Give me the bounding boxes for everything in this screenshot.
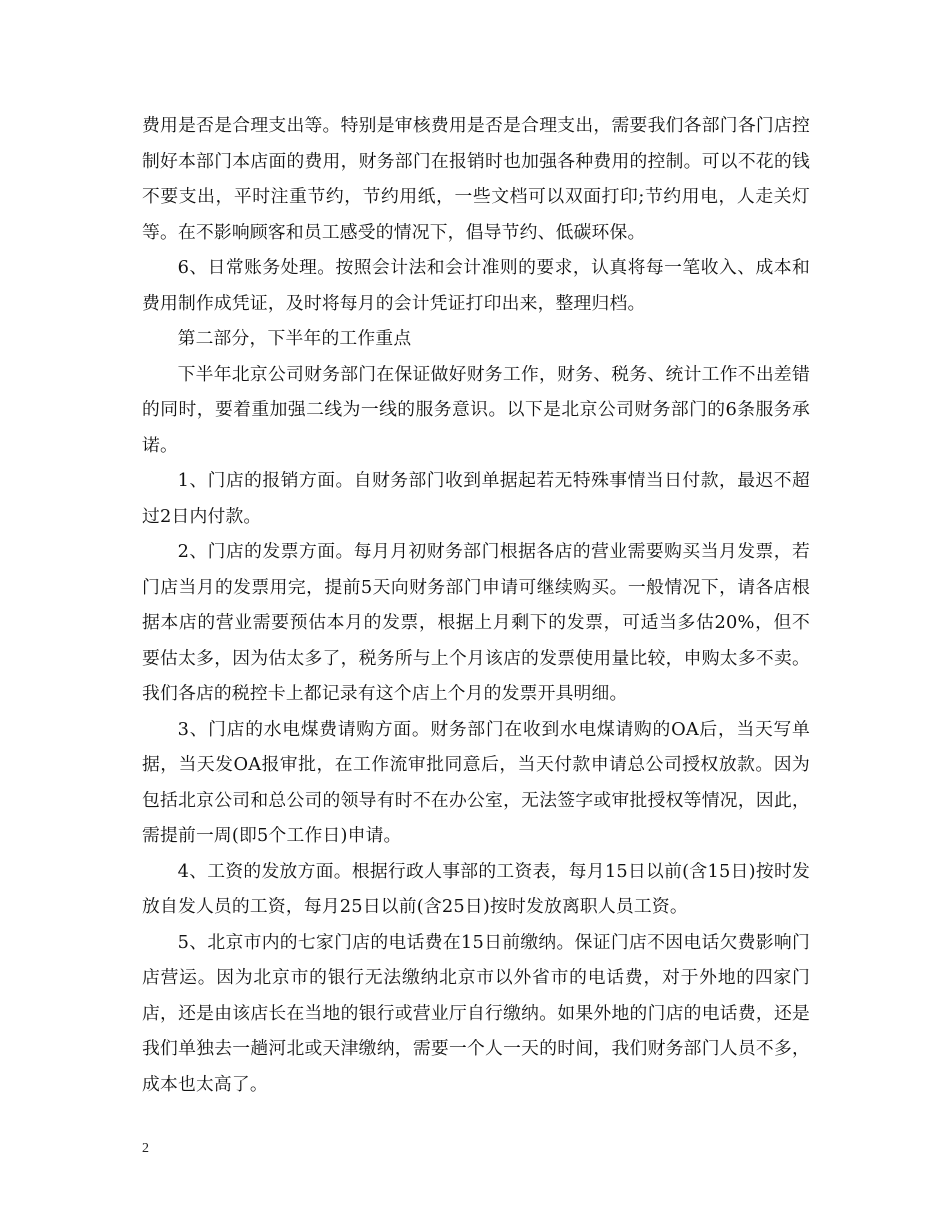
page-number: 2 xyxy=(142,1141,149,1156)
paragraph-5: 1、门店的报销方面。自财务部门收到单据起若无特殊事情当日付款，最迟不超过2日内付款。 xyxy=(142,470,810,527)
paragraph-2: 6、日常账务处理。按照会计法和会计准则的要求，认真将每一笔收入、成本和费用制作成凭证，及时将每月的会计凭证打印出来，整理归档。 xyxy=(142,257,810,314)
paragraph-9: 5、北京市内的七家门店的电话费在15日前缴纳。保证门店不因电话欠费影响门店营运。因为北京市的银行无法缴纳北京市以外省市的电话费，对于外地的四家门店，还是由该店长在当地的银行或营业厅自行缴纳。如果外地的门店的电话费，还是我们单独去一趟河北或天津缴纳，需要一个人一天的时间，我们财务部门人员不多，成本也太高了。 xyxy=(142,931,810,1095)
paragraph-7: 3、门店的水电煤费请购方面。财务部门在收到水电煤请购的OA后，当天写单据，当天发OA报审批，在工作流审批同意后，当天付款申请总公司授权放款。因为包括北京公司和总公司的领导有时不在办公室，无法签字或审批授权等情况，因此，需提前一周(即5个工作日)申请。 xyxy=(142,718,810,846)
paragraph-1: 费用是否是合理支出等。特别是审核费用是否是合理支出，需要我们各部门各门店控制好本部门本店面的费用，财务部门在报销时也加强各种费用的控制。可以不花的钱不要支出，平时注重节约，节约用纸，一些文档可以双面打印;节约用电，人走关灯等。在不影响顾客和员工感受的情况下，倡导节约、低碳环保。 xyxy=(142,115,810,243)
paragraph-8: 4、工资的发放方面。根据行政人事部的工资表，每月15日以前(含15日)按时发放自发人员的工资，每月25日以前(含25日)按时发放离职人员工资。 xyxy=(142,860,810,917)
paragraph-6: 2、门店的发票方面。每月月初财务部门根据各店的营业需要购买当月发票，若门店当月的发票用完，提前5天向财务部门申请可继续购买。一般情况下，请各店根据本店的营业需要预估本月的发票，根据上月剩下的发票，可适当多估20%，但不要估太多，因为估太多了，税务所与上个月该店的发票使用量比较，申购太多不卖。我们各店的税控卡上都记录有这个店上个月的发票开具明细。 xyxy=(142,541,810,704)
section-heading: 第二部分，下半年的工作重点 xyxy=(177,328,412,349)
paragraph-4: 下半年北京公司财务部门在保证做好财务工作，财务、税务、统计工作不出差错的同时，要着重加强二线为一线的服务意识。以下是北京公司财务部门的6条服务承诺。 xyxy=(142,363,810,456)
document-body xyxy=(142,108,810,1102)
